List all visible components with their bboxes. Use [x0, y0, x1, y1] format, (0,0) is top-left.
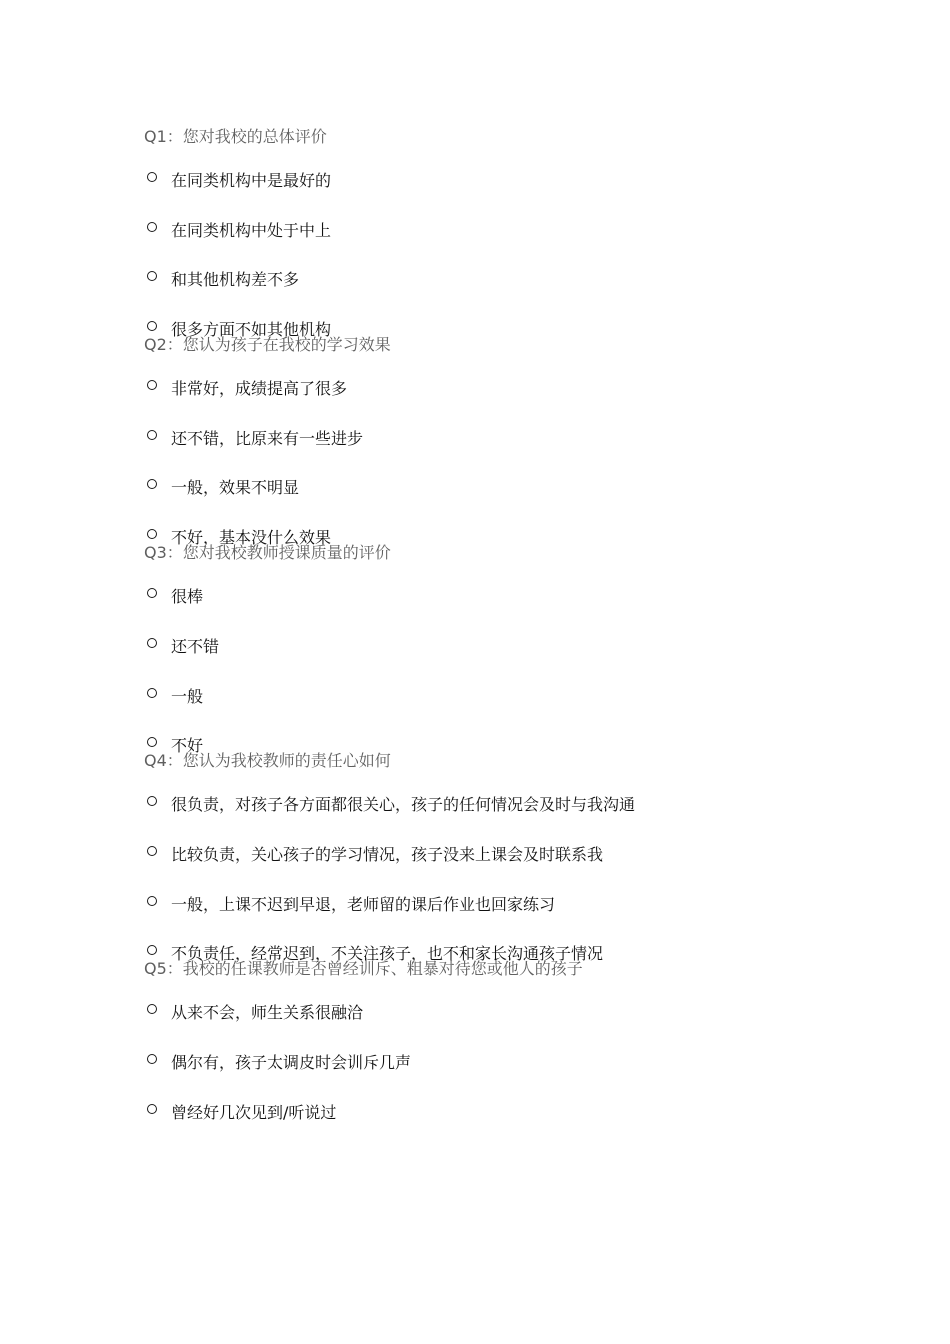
radio-button-icon[interactable] — [147, 222, 157, 232]
option-item[interactable] — [144, 565, 904, 608]
option-list — [144, 565, 904, 757]
option-item[interactable] — [144, 1074, 904, 1124]
radio-button-icon[interactable] — [147, 737, 157, 747]
question-4 — [144, 749, 904, 965]
option-item[interactable] — [144, 192, 904, 242]
option-label: 曾经好几次见到/听说过 — [171, 1102, 337, 1122]
option-label: 不好，基本没什么效果 — [171, 528, 332, 548]
radio-button-icon[interactable] — [147, 172, 157, 182]
radio-button-icon[interactable] — [147, 321, 157, 331]
radio-button-icon[interactable] — [147, 1004, 157, 1014]
option-label: 一般，上课不迟到早退，老师留的课后作业也回家练习 — [171, 894, 556, 914]
option-label: 不负责任，经常迟到，不关注孩子，也不和家长沟通孩子情况 — [171, 944, 604, 964]
question-title: Q5：我校的任课教师是否曾经训斥、粗暴对待您或他人的孩子 — [144, 959, 583, 979]
option-item[interactable] — [144, 816, 904, 866]
option-label: 很棒 — [171, 587, 204, 607]
radio-button-icon[interactable] — [147, 271, 157, 281]
question-1 — [144, 125, 904, 341]
option-item[interactable] — [144, 149, 904, 192]
radio-button-icon[interactable] — [147, 945, 157, 955]
option-label: 在同类机构中处于中上 — [171, 220, 332, 240]
radio-button-icon[interactable] — [147, 688, 157, 698]
option-label: 很多方面不如其他机构 — [171, 320, 332, 340]
option-label: 从来不会，师生关系很融洽 — [171, 1003, 364, 1023]
radio-button-icon[interactable] — [147, 846, 157, 856]
option-label: 在同类机构中是最好的 — [171, 171, 332, 190]
option-list — [144, 981, 904, 1123]
option-label: 比较负责，关心孩子的学习情况，孩子没来上课会及时联系我 — [171, 844, 604, 864]
option-item[interactable] — [144, 1024, 904, 1074]
option-list — [144, 357, 904, 549]
radio-button-icon[interactable] — [147, 896, 157, 906]
radio-button-icon[interactable] — [147, 1054, 157, 1064]
option-label: 偶尔有，孩子太调皮时会训斥几声 — [171, 1052, 412, 1072]
option-item[interactable] — [144, 242, 904, 292]
question-2 — [144, 333, 904, 549]
question-title: Q3：您对我校教师授课质量的评价 — [144, 543, 391, 563]
option-list — [144, 773, 904, 965]
option-item[interactable] — [144, 450, 904, 500]
question-title: Q1：您对我校的总体评价 — [144, 127, 327, 146]
question-5 — [144, 957, 904, 1123]
option-item[interactable] — [144, 866, 904, 916]
radio-button-icon[interactable] — [147, 1104, 157, 1114]
option-label: 一般 — [171, 686, 204, 706]
option-label: 非常好，成绩提高了很多 — [171, 379, 348, 399]
radio-button-icon[interactable] — [147, 529, 157, 539]
option-item[interactable] — [144, 357, 904, 400]
radio-button-icon[interactable] — [147, 479, 157, 489]
option-label: 不好 — [171, 736, 204, 756]
radio-button-icon[interactable] — [147, 380, 157, 390]
option-label: 一般，效果不明显 — [171, 478, 300, 498]
option-label: 和其他机构差不多 — [171, 270, 300, 290]
survey-form — [144, 125, 904, 1124]
option-label: 还不错，比原来有一些进步 — [171, 428, 364, 448]
option-label: 还不错 — [171, 636, 220, 656]
radio-button-icon[interactable] — [147, 638, 157, 648]
option-item[interactable] — [144, 291, 904, 341]
option-label: 很负责，对孩子各方面都很关心，孩子的任何情况会及时与我沟通 — [171, 795, 636, 815]
option-item[interactable] — [144, 773, 904, 816]
radio-button-icon[interactable] — [147, 796, 157, 806]
option-item[interactable] — [144, 499, 904, 549]
question-title: Q2：您认为孩子在我校的学习效果 — [144, 335, 391, 355]
option-item[interactable] — [144, 981, 904, 1024]
option-item[interactable] — [144, 708, 904, 758]
radio-button-icon[interactable] — [147, 430, 157, 440]
radio-button-icon[interactable] — [147, 588, 157, 598]
option-list — [144, 149, 904, 341]
option-item[interactable] — [144, 916, 904, 966]
question-3 — [144, 541, 904, 757]
option-item[interactable] — [144, 658, 904, 708]
option-item[interactable] — [144, 608, 904, 658]
question-title: Q4：您认为我校教师的责任心如何 — [144, 751, 391, 771]
option-item[interactable] — [144, 400, 904, 450]
